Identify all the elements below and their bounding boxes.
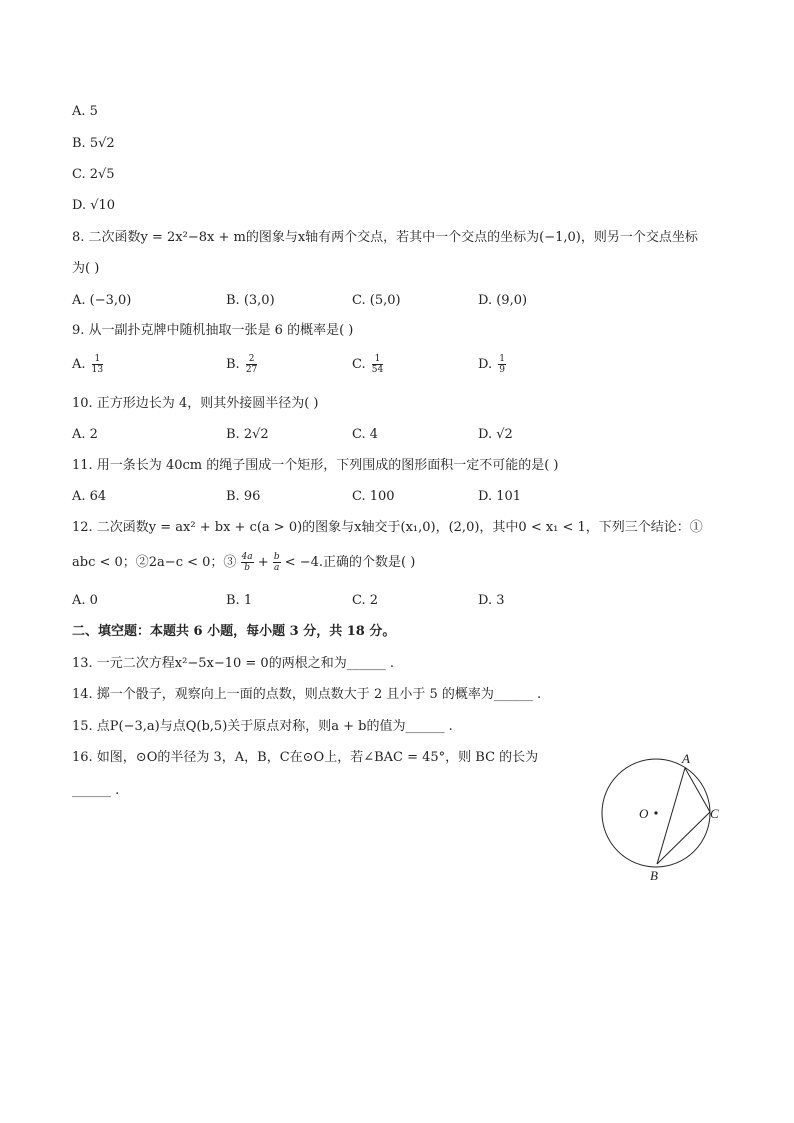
q16-stem-line2: ______ .	[72, 783, 120, 798]
q9-option-c-denominator: 54	[371, 365, 384, 375]
q9-option-c	[352, 354, 383, 375]
q12-option-c: C. 2	[352, 593, 379, 608]
q12-plus-sign: +	[257, 555, 269, 570]
q9-stem: 9. 从一副扑克牌中随机抽取一张是 6 的概率是( )	[72, 323, 354, 338]
q9-option-c-label: C.	[352, 357, 366, 372]
q11-stem: 11. 用一条长为 40cm 的绳子围成一个矩形，下列围成的图形面积一定不可能的是( )	[72, 458, 559, 473]
q12-line2-part2: < −4.正确的个数是( )	[284, 555, 416, 570]
q7-option-a: A. 5	[72, 104, 98, 119]
q11-option-c: C. 100	[352, 489, 395, 504]
q9-option-c-numerator: 1	[372, 354, 383, 365]
circle-diagram	[598, 748, 728, 884]
label-b: B	[650, 868, 658, 883]
q9-option-d-numerator: 1	[499, 354, 505, 364]
q12-fraction1-denominator: b	[244, 563, 250, 573]
label-c: C	[710, 806, 719, 821]
q8-option-b: B. (3,0)	[226, 293, 275, 308]
q8-option-d: D. (9,0)	[478, 293, 528, 308]
q12-fraction2-numerator: b	[273, 552, 280, 562]
q12-fraction1-numerator: 4a	[241, 552, 253, 562]
q11-option-a: A. 64	[72, 489, 107, 504]
q9-option-a	[72, 354, 103, 375]
q12-stem-line1: 12. 二次函数y = ax² + bx + c(a > 0)的图象与x轴交于(x₁,0)，(2,0)，其中0 < x₁ < 1，下列三个结论：①	[72, 520, 703, 535]
q14-stem: 14. 掷一个骰子，观察向上一面的点数，则点数大于 2 且小于 5 的概率为______ .	[72, 687, 542, 702]
q11-option-b: B. 96	[226, 489, 261, 504]
q8-option-c: C. (5,0)	[352, 293, 401, 308]
q10-option-b: B. 2√2	[226, 427, 269, 442]
q9-option-b-numerator: 2	[246, 354, 257, 365]
q9-option-d	[478, 354, 506, 375]
label-o: O	[639, 806, 649, 821]
q7-option-b: B. 5√2	[72, 136, 115, 151]
q7-option-c: C. 2√5	[72, 167, 115, 182]
q12-stem-line2	[72, 552, 415, 573]
q8-stem-line1: 8. 二次函数y = 2x²−8x + m的图象与x轴有两个交点，若其中一个交点的坐标为(−1,0)，则另一个交点坐标	[72, 230, 698, 245]
q9-option-a-label: A.	[72, 357, 86, 372]
q12-option-d: D. 3	[478, 593, 505, 608]
q12-option-a: A. 0	[72, 593, 98, 608]
q8-option-a: A. (−3,0)	[72, 293, 132, 308]
q10-option-d: D. √2	[478, 427, 513, 442]
chord-ac	[685, 768, 710, 812]
q11-option-d: D. 101	[478, 489, 522, 504]
q8-stem-line2: 为( )	[72, 261, 100, 276]
q10-option-c: C. 4	[352, 427, 379, 442]
q12-fraction2-denominator: a	[274, 563, 280, 573]
q10-stem: 10. 正方形边长为 4，则其外接圆半径为( )	[72, 396, 319, 411]
label-a: A	[682, 751, 690, 766]
q9-option-b-label: B.	[226, 357, 240, 372]
q9-option-d-denominator: 9	[499, 365, 505, 375]
q9-option-a-denominator: 13	[91, 365, 104, 375]
q16-stem-line1: 16. 如图，⊙O的半径为 3，A，B，C在⊙O上，若∠BAC = 45°，则 BC 的长为	[72, 750, 539, 765]
q9-option-d-label: D.	[478, 357, 493, 372]
q12-option-b: B. 1	[226, 593, 253, 608]
q9-option-a-numerator: 1	[92, 354, 103, 365]
section-heading-fill-in: 二、填空题：本题共 6 小题，每小题 3 分，共 18 分。	[72, 624, 396, 639]
q13-stem: 13. 一元二次方程x²−5x−10 = 0的两根之和为______ .	[72, 656, 394, 671]
q9-option-b-denominator: 27	[245, 365, 258, 375]
q10-option-a: A. 2	[72, 427, 98, 442]
q7-option-d: D. √10	[72, 198, 116, 213]
center-point-o	[654, 811, 657, 814]
q9-option-b	[226, 354, 257, 375]
q15-stem: 15. 点P(−3,a)与点Q(b,5)关于原点对称，则a + b的值为______ .	[72, 719, 453, 734]
q12-line2-part1: abc < 0；②2a−c < 0；③	[72, 555, 237, 570]
